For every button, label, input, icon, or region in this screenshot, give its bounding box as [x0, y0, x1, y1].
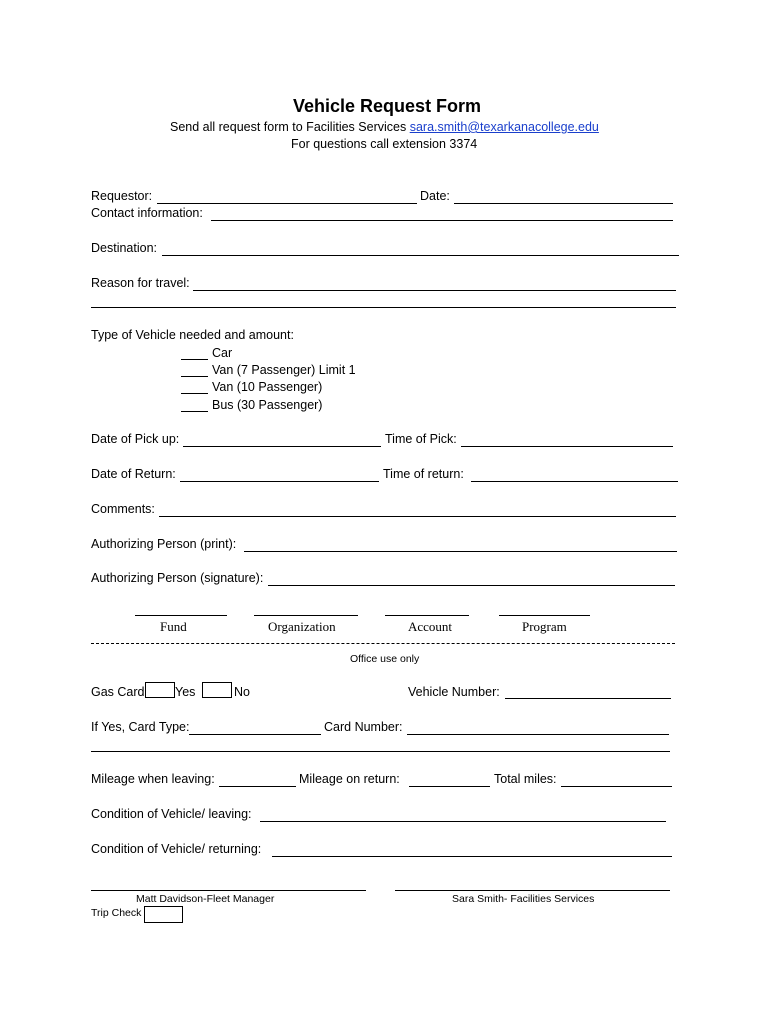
reason-label: Reason for travel: — [91, 276, 190, 290]
program-label: Program — [522, 619, 567, 634]
car-amount-field[interactable] — [181, 359, 208, 360]
return-date-field[interactable] — [180, 481, 379, 482]
contact-label: Contact information: — [91, 206, 203, 220]
comments-field[interactable] — [159, 516, 676, 517]
destination-field[interactable] — [162, 255, 679, 256]
fund-field[interactable] — [135, 615, 227, 616]
card-type-label: If Yes, Card Type: — [91, 720, 190, 734]
card-extra-line[interactable] — [91, 751, 670, 752]
requestor-label: Requestor: — [91, 189, 153, 203]
auth-print-field[interactable] — [244, 551, 677, 552]
condition-leaving-label: Condition of Vehicle/ leaving: — [91, 807, 252, 821]
account-label: Account — [408, 619, 453, 634]
send-instructions — [170, 121, 599, 134]
vehicle-option-van7: Van (7 Passenger) Limit 1 — [212, 363, 356, 377]
return-date-label: Date of Return: — [91, 467, 176, 481]
contact-field[interactable] — [211, 220, 673, 221]
total-miles-label: Total miles: — [494, 772, 557, 786]
gas-card-yes-label: Yes — [175, 685, 196, 699]
vehicle-number-label: Vehicle Number: — [408, 685, 500, 699]
card-number-label: Card Number: — [324, 720, 403, 734]
card-number-field[interactable] — [407, 734, 669, 735]
fleet-manager-name: Matt Davidson-Fleet Manager — [136, 893, 275, 905]
destination-label: Destination: — [91, 241, 158, 255]
mileage-leaving-label: Mileage when leaving: — [91, 772, 215, 786]
program-field[interactable] — [499, 615, 590, 616]
send-text: Send all request form to Facilities Services — [170, 120, 407, 134]
vehicle-option-bus: Bus (30 Passenger) — [212, 398, 323, 412]
pickup-date-field[interactable] — [183, 446, 381, 447]
date-label: Date: — [420, 189, 450, 203]
comments-label: Comments: — [91, 502, 155, 516]
pickup-date-label: Date of Pick up: — [91, 432, 180, 446]
date-field[interactable] — [454, 203, 673, 204]
van7-amount-field[interactable] — [181, 376, 208, 377]
organization-field[interactable] — [254, 615, 358, 616]
gas-card-yes-checkbox[interactable] — [145, 682, 175, 698]
fleet-manager-signature-line[interactable] — [91, 890, 366, 891]
auth-signature-field[interactable] — [268, 585, 675, 586]
mileage-return-label: Mileage on return: — [299, 772, 400, 786]
office-divider — [91, 643, 675, 644]
gas-card-label: Gas Card — [91, 685, 145, 699]
vehicle-number-field[interactable] — [505, 698, 671, 699]
auth-print-label: Authorizing Person (print): — [91, 537, 237, 551]
vehicle-option-van10: Van (10 Passenger) — [212, 380, 323, 394]
mileage-return-field[interactable] — [409, 786, 490, 787]
return-time-field[interactable] — [471, 481, 678, 482]
gas-card-no-checkbox[interactable] — [202, 682, 232, 698]
email-link[interactable]: sara.smith@texarkanacollege.edu — [409, 120, 599, 134]
trip-check-box[interactable] — [144, 906, 183, 923]
fund-label: Fund — [160, 619, 187, 634]
account-field[interactable] — [385, 615, 469, 616]
van10-amount-field[interactable] — [181, 393, 208, 394]
return-time-label: Time of return: — [383, 467, 464, 481]
pickup-time-label: Time of Pick: — [385, 432, 457, 446]
condition-returning-field[interactable] — [272, 856, 672, 857]
card-type-field[interactable] — [189, 734, 321, 735]
questions-text: For questions call extension 3374 — [291, 137, 478, 151]
pickup-time-field[interactable] — [461, 446, 673, 447]
trip-check-label: Trip Check — [91, 907, 142, 919]
bus-amount-field[interactable] — [181, 411, 208, 412]
auth-signature-label: Authorizing Person (signature): — [91, 571, 264, 585]
requestor-field[interactable] — [157, 203, 417, 204]
office-use-title: Office use only — [350, 653, 420, 665]
gas-card-no-label: No — [234, 685, 250, 699]
total-miles-field[interactable] — [561, 786, 672, 787]
mileage-leaving-field[interactable] — [219, 786, 296, 787]
facilities-signature-line[interactable] — [395, 890, 670, 891]
facilities-name: Sara Smith- Facilities Services — [452, 893, 595, 905]
reason-field-line-2[interactable] — [91, 307, 676, 308]
vehicle-type-label: Type of Vehicle needed and amount: — [91, 328, 294, 342]
organization-label: Organization — [268, 619, 336, 634]
condition-leaving-field[interactable] — [260, 821, 666, 822]
condition-returning-label: Condition of Vehicle/ returning: — [91, 842, 262, 856]
vehicle-option-car: Car — [212, 346, 233, 360]
form-title: Vehicle Request Form — [293, 96, 482, 116]
reason-field[interactable] — [193, 290, 676, 291]
